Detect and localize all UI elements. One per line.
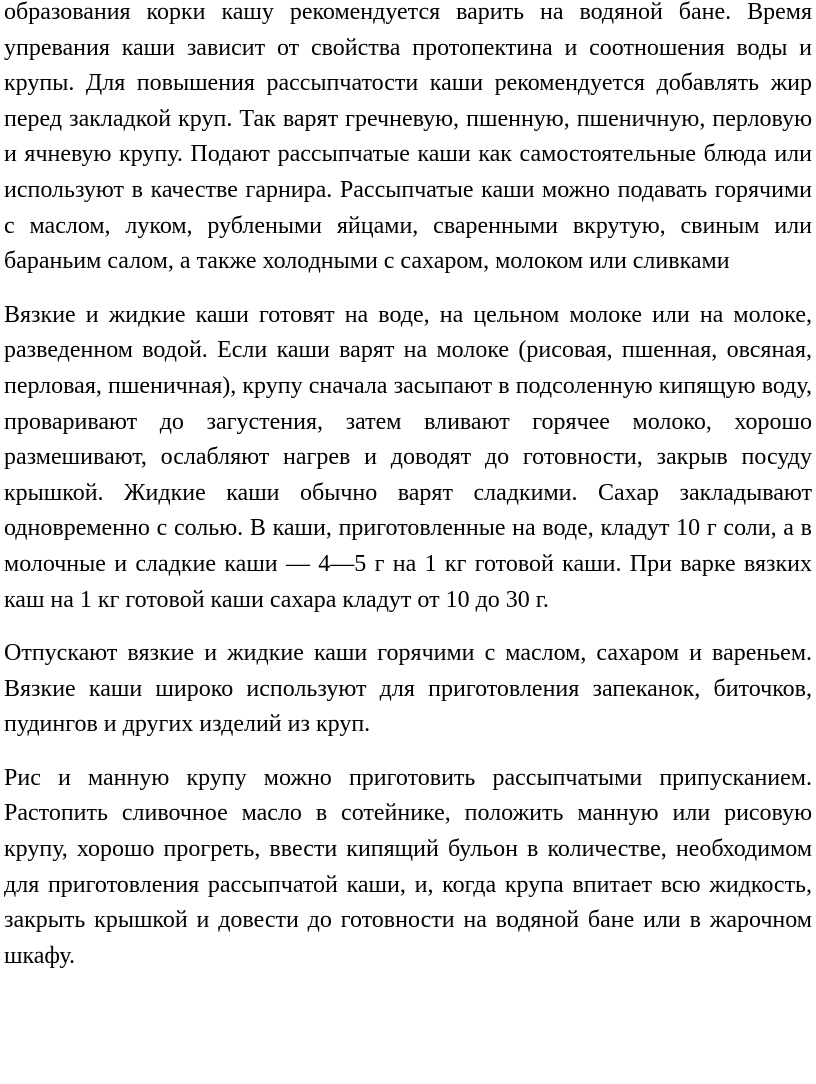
paragraph-porridge-viscous-liquid: Вязкие и жидкие каши готовят на воде, на цельном молоке или на молоке, разведенном водой. Если каши варят на молоке (рисовая, пшенная, овсяная, перловая, пшеничная), крупу сначала засыпают в подсоленную кипящую воду, проваривают до загустения, затем вливают горячее молоко, хорошо размешивают, ослабляют нагрев и доводят до готовности, закрыв посуду крышкой. Жидкие каши обычно варят сладкими. Сахар закладывают одновременно с солью. В каши, приготовленные на воде, кладут 10 г соли, а в молочные и сладкие каши — 4—5 г на 1 кг готовой каши. При варке вязких каш на 1 кг готовой каши сахара кладут от 10 до 30 г. [4,301,812,613]
paragraph-serving: Отпускают вязкие и жидкие каши горячими с маслом, сахаром и вареньем. Вязкие каши широко используют для приготовления запеканок, биточков, пудингов и других изделий из круп. [4,640,812,738]
paragraph-porridge-crumbly: образования корки кашу рекомендуется варить на водяной бане. Время упревания каши зависит от свойства протопектина и соотношения воды и крупы. Для повышения рассыпчатости каши рекомендуется добавлять жир перед закладкой круп. Так варят гречневую, пшенную, пшеничную, перловую и ячневую крупу. Подают рассыпчатые каши как самостоятельные блюда или используют в качестве гарнира. Рассыпчатые каши можно подавать горячими с маслом, луком, рублеными яйцами, сваренными вкрутую, свиным или бараньим салом, а также холодными с сахаром, молоком или сливками [4,0,812,275]
paragraph-rice-semolina: Рис и манную крупу можно приготовить рассыпчатыми припусканием. Растопить сливочное масло в сотейнике, положить манную или рисовую крупу, хорошо прогреть, ввести кипящий бульон в количестве, необходимом для приготовления рассыпчатой каши, и, когда крупа впитает всю жидкость, закрыть крышкой и довести до готовности на водяной бане или в жарочном шкафу. [4,764,812,969]
